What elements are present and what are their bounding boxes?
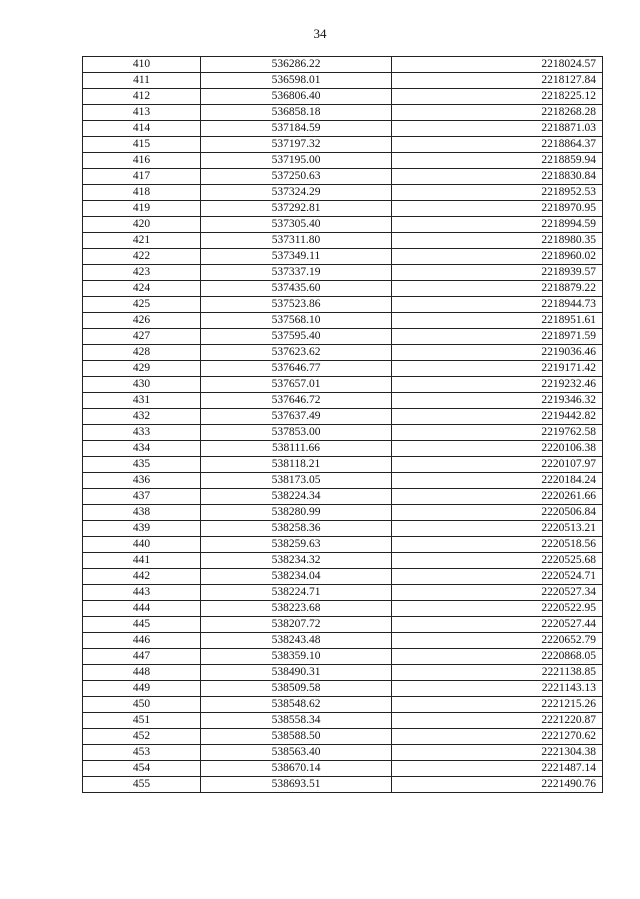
x-coordinate-cell: 538588.50 — [201, 729, 392, 745]
table-row — [83, 393, 603, 409]
y-coordinate-cell: 2220527.34 — [392, 585, 603, 601]
table-row — [83, 649, 603, 665]
point-number-cell: 416 — [83, 153, 201, 169]
point-number-cell: 438 — [83, 505, 201, 521]
point-number-cell: 455 — [83, 777, 201, 793]
x-coordinate-cell: 537184.59 — [201, 121, 392, 137]
x-coordinate-cell: 538490.31 — [201, 665, 392, 681]
y-coordinate-cell: 2218830.84 — [392, 169, 603, 185]
table-row — [83, 569, 603, 585]
point-number-cell: 422 — [83, 249, 201, 265]
x-coordinate-cell: 538359.10 — [201, 649, 392, 665]
x-coordinate-cell: 537623.62 — [201, 345, 392, 361]
x-coordinate-cell: 537568.10 — [201, 313, 392, 329]
x-coordinate-cell: 538548.62 — [201, 697, 392, 713]
point-number-cell: 427 — [83, 329, 201, 345]
y-coordinate-cell: 2220518.56 — [392, 537, 603, 553]
point-number-cell: 432 — [83, 409, 201, 425]
x-coordinate-cell: 536806.40 — [201, 89, 392, 105]
y-coordinate-cell: 2218859.94 — [392, 153, 603, 169]
point-number-cell: 426 — [83, 313, 201, 329]
x-coordinate-cell: 538280.99 — [201, 505, 392, 521]
coordinates-table — [82, 56, 603, 793]
point-number-cell: 429 — [83, 361, 201, 377]
point-number-cell: 442 — [83, 569, 201, 585]
y-coordinate-cell: 2218970.95 — [392, 201, 603, 217]
point-number-cell: 433 — [83, 425, 201, 441]
y-coordinate-cell: 2219442.82 — [392, 409, 603, 425]
point-number-cell: 420 — [83, 217, 201, 233]
table-row — [83, 297, 603, 313]
table-row — [83, 201, 603, 217]
x-coordinate-cell: 538259.63 — [201, 537, 392, 553]
x-coordinate-cell: 538224.34 — [201, 489, 392, 505]
x-coordinate-cell: 538234.32 — [201, 553, 392, 569]
point-number-cell: 414 — [83, 121, 201, 137]
point-number-cell: 411 — [83, 73, 201, 89]
y-coordinate-cell: 2218951.61 — [392, 313, 603, 329]
y-coordinate-cell: 2221490.76 — [392, 777, 603, 793]
table-row — [83, 729, 603, 745]
table-row — [83, 73, 603, 89]
y-coordinate-cell: 2220525.68 — [392, 553, 603, 569]
x-coordinate-cell: 537195.00 — [201, 153, 392, 169]
table-row — [83, 537, 603, 553]
x-coordinate-cell: 537435.60 — [201, 281, 392, 297]
point-number-cell: 424 — [83, 281, 201, 297]
y-coordinate-cell: 2219232.46 — [392, 377, 603, 393]
x-coordinate-cell: 538563.40 — [201, 745, 392, 761]
y-coordinate-cell: 2221143.13 — [392, 681, 603, 697]
x-coordinate-cell: 537349.11 — [201, 249, 392, 265]
y-coordinate-cell: 2218939.57 — [392, 265, 603, 281]
point-number-cell: 435 — [83, 457, 201, 473]
table-row — [83, 57, 603, 73]
x-coordinate-cell: 538111.66 — [201, 441, 392, 457]
x-coordinate-cell: 536286.22 — [201, 57, 392, 73]
table-row — [83, 265, 603, 281]
table-row — [83, 361, 603, 377]
point-number-cell: 448 — [83, 665, 201, 681]
point-number-cell: 447 — [83, 649, 201, 665]
x-coordinate-cell: 537305.40 — [201, 217, 392, 233]
y-coordinate-cell: 2218971.59 — [392, 329, 603, 345]
table-row — [83, 601, 603, 617]
x-coordinate-cell: 538693.51 — [201, 777, 392, 793]
y-coordinate-cell: 2218225.12 — [392, 89, 603, 105]
x-coordinate-cell: 538670.14 — [201, 761, 392, 777]
x-coordinate-cell: 538558.34 — [201, 713, 392, 729]
table-row — [83, 457, 603, 473]
y-coordinate-cell: 2220522.95 — [392, 601, 603, 617]
x-coordinate-cell: 537197.32 — [201, 137, 392, 153]
x-coordinate-cell: 537646.72 — [201, 393, 392, 409]
table-row — [83, 233, 603, 249]
table-row — [83, 681, 603, 697]
point-number-cell: 415 — [83, 137, 201, 153]
table-row — [83, 281, 603, 297]
y-coordinate-cell: 2220106.38 — [392, 441, 603, 457]
table-row — [83, 553, 603, 569]
x-coordinate-cell: 537646.77 — [201, 361, 392, 377]
y-coordinate-cell: 2218268.28 — [392, 105, 603, 121]
table-row — [83, 153, 603, 169]
x-coordinate-cell: 538173.05 — [201, 473, 392, 489]
point-number-cell: 453 — [83, 745, 201, 761]
y-coordinate-cell: 2218127.84 — [392, 73, 603, 89]
point-number-cell: 425 — [83, 297, 201, 313]
y-coordinate-cell: 2218024.57 — [392, 57, 603, 73]
x-coordinate-cell: 537292.81 — [201, 201, 392, 217]
y-coordinate-cell: 2219346.32 — [392, 393, 603, 409]
table-row — [83, 761, 603, 777]
x-coordinate-cell: 537337.19 — [201, 265, 392, 281]
y-coordinate-cell: 2220107.97 — [392, 457, 603, 473]
table-row — [83, 89, 603, 105]
point-number-cell: 431 — [83, 393, 201, 409]
table-row — [83, 505, 603, 521]
x-coordinate-cell: 537523.86 — [201, 297, 392, 313]
x-coordinate-cell: 538243.48 — [201, 633, 392, 649]
point-number-cell: 445 — [83, 617, 201, 633]
y-coordinate-cell: 2218879.22 — [392, 281, 603, 297]
x-coordinate-cell: 536598.01 — [201, 73, 392, 89]
point-number-cell: 451 — [83, 713, 201, 729]
point-number-cell: 441 — [83, 553, 201, 569]
point-number-cell: 446 — [83, 633, 201, 649]
y-coordinate-cell: 2220184.24 — [392, 473, 603, 489]
table-row — [83, 313, 603, 329]
table-row — [83, 473, 603, 489]
y-coordinate-cell: 2218960.02 — [392, 249, 603, 265]
table-row — [83, 185, 603, 201]
point-number-cell: 436 — [83, 473, 201, 489]
table-row — [83, 409, 603, 425]
point-number-cell: 444 — [83, 601, 201, 617]
table-row — [83, 633, 603, 649]
x-coordinate-cell: 537250.63 — [201, 169, 392, 185]
x-coordinate-cell: 537311.80 — [201, 233, 392, 249]
x-coordinate-cell: 537595.40 — [201, 329, 392, 345]
y-coordinate-cell: 2221270.62 — [392, 729, 603, 745]
table-row — [83, 329, 603, 345]
table-row — [83, 521, 603, 537]
y-coordinate-cell: 2218871.03 — [392, 121, 603, 137]
table-row — [83, 585, 603, 601]
point-number-cell: 452 — [83, 729, 201, 745]
x-coordinate-cell: 537853.00 — [201, 425, 392, 441]
table-row — [83, 745, 603, 761]
point-number-cell: 419 — [83, 201, 201, 217]
point-number-cell: 440 — [83, 537, 201, 553]
point-number-cell: 454 — [83, 761, 201, 777]
x-coordinate-cell: 537657.01 — [201, 377, 392, 393]
y-coordinate-cell: 2218864.37 — [392, 137, 603, 153]
table-row — [83, 249, 603, 265]
point-number-cell: 434 — [83, 441, 201, 457]
y-coordinate-cell: 2220513.21 — [392, 521, 603, 537]
x-coordinate-cell: 538509.58 — [201, 681, 392, 697]
y-coordinate-cell: 2220524.71 — [392, 569, 603, 585]
x-coordinate-cell: 537637.49 — [201, 409, 392, 425]
point-number-cell: 430 — [83, 377, 201, 393]
table-row — [83, 105, 603, 121]
y-coordinate-cell: 2220261.66 — [392, 489, 603, 505]
x-coordinate-cell: 538118.21 — [201, 457, 392, 473]
page-number: 34 — [313, 26, 327, 41]
y-coordinate-cell: 2221215.26 — [392, 697, 603, 713]
table-row — [83, 217, 603, 233]
y-coordinate-cell: 2221220.87 — [392, 713, 603, 729]
point-number-cell: 450 — [83, 697, 201, 713]
y-coordinate-cell: 2218952.53 — [392, 185, 603, 201]
point-number-cell: 412 — [83, 89, 201, 105]
table-row — [83, 345, 603, 361]
point-number-cell: 418 — [83, 185, 201, 201]
x-coordinate-cell: 538258.36 — [201, 521, 392, 537]
point-number-cell: 423 — [83, 265, 201, 281]
table-row — [83, 697, 603, 713]
table-row — [83, 169, 603, 185]
table-row — [83, 665, 603, 681]
x-coordinate-cell: 536858.18 — [201, 105, 392, 121]
point-number-cell: 417 — [83, 169, 201, 185]
table-row — [83, 377, 603, 393]
table-row — [83, 441, 603, 457]
point-number-cell: 413 — [83, 105, 201, 121]
coordinates-table-body — [83, 57, 603, 793]
point-number-cell: 428 — [83, 345, 201, 361]
table-row — [83, 425, 603, 441]
y-coordinate-cell: 2221487.14 — [392, 761, 603, 777]
x-coordinate-cell: 538207.72 — [201, 617, 392, 633]
table-row — [83, 121, 603, 137]
point-number-cell: 410 — [83, 57, 201, 73]
point-number-cell: 437 — [83, 489, 201, 505]
x-coordinate-cell: 538224.71 — [201, 585, 392, 601]
y-coordinate-cell: 2218994.59 — [392, 217, 603, 233]
y-coordinate-cell: 2220506.84 — [392, 505, 603, 521]
table-row — [83, 137, 603, 153]
x-coordinate-cell: 537324.29 — [201, 185, 392, 201]
y-coordinate-cell: 2221304.38 — [392, 745, 603, 761]
table-row — [83, 489, 603, 505]
point-number-cell: 443 — [83, 585, 201, 601]
y-coordinate-cell: 2220527.44 — [392, 617, 603, 633]
point-number-cell: 421 — [83, 233, 201, 249]
y-coordinate-cell: 2218980.35 — [392, 233, 603, 249]
table-row — [83, 713, 603, 729]
y-coordinate-cell: 2221138.85 — [392, 665, 603, 681]
y-coordinate-cell: 2219762.58 — [392, 425, 603, 441]
table-row — [83, 777, 603, 793]
y-coordinate-cell: 2218944.73 — [392, 297, 603, 313]
y-coordinate-cell: 2219171.42 — [392, 361, 603, 377]
point-number-cell: 449 — [83, 681, 201, 697]
y-coordinate-cell: 2220652.79 — [392, 633, 603, 649]
x-coordinate-cell: 538223.68 — [201, 601, 392, 617]
y-coordinate-cell: 2220868.05 — [392, 649, 603, 665]
y-coordinate-cell: 2219036.46 — [392, 345, 603, 361]
table-row — [83, 617, 603, 633]
point-number-cell: 439 — [83, 521, 201, 537]
x-coordinate-cell: 538234.04 — [201, 569, 392, 585]
